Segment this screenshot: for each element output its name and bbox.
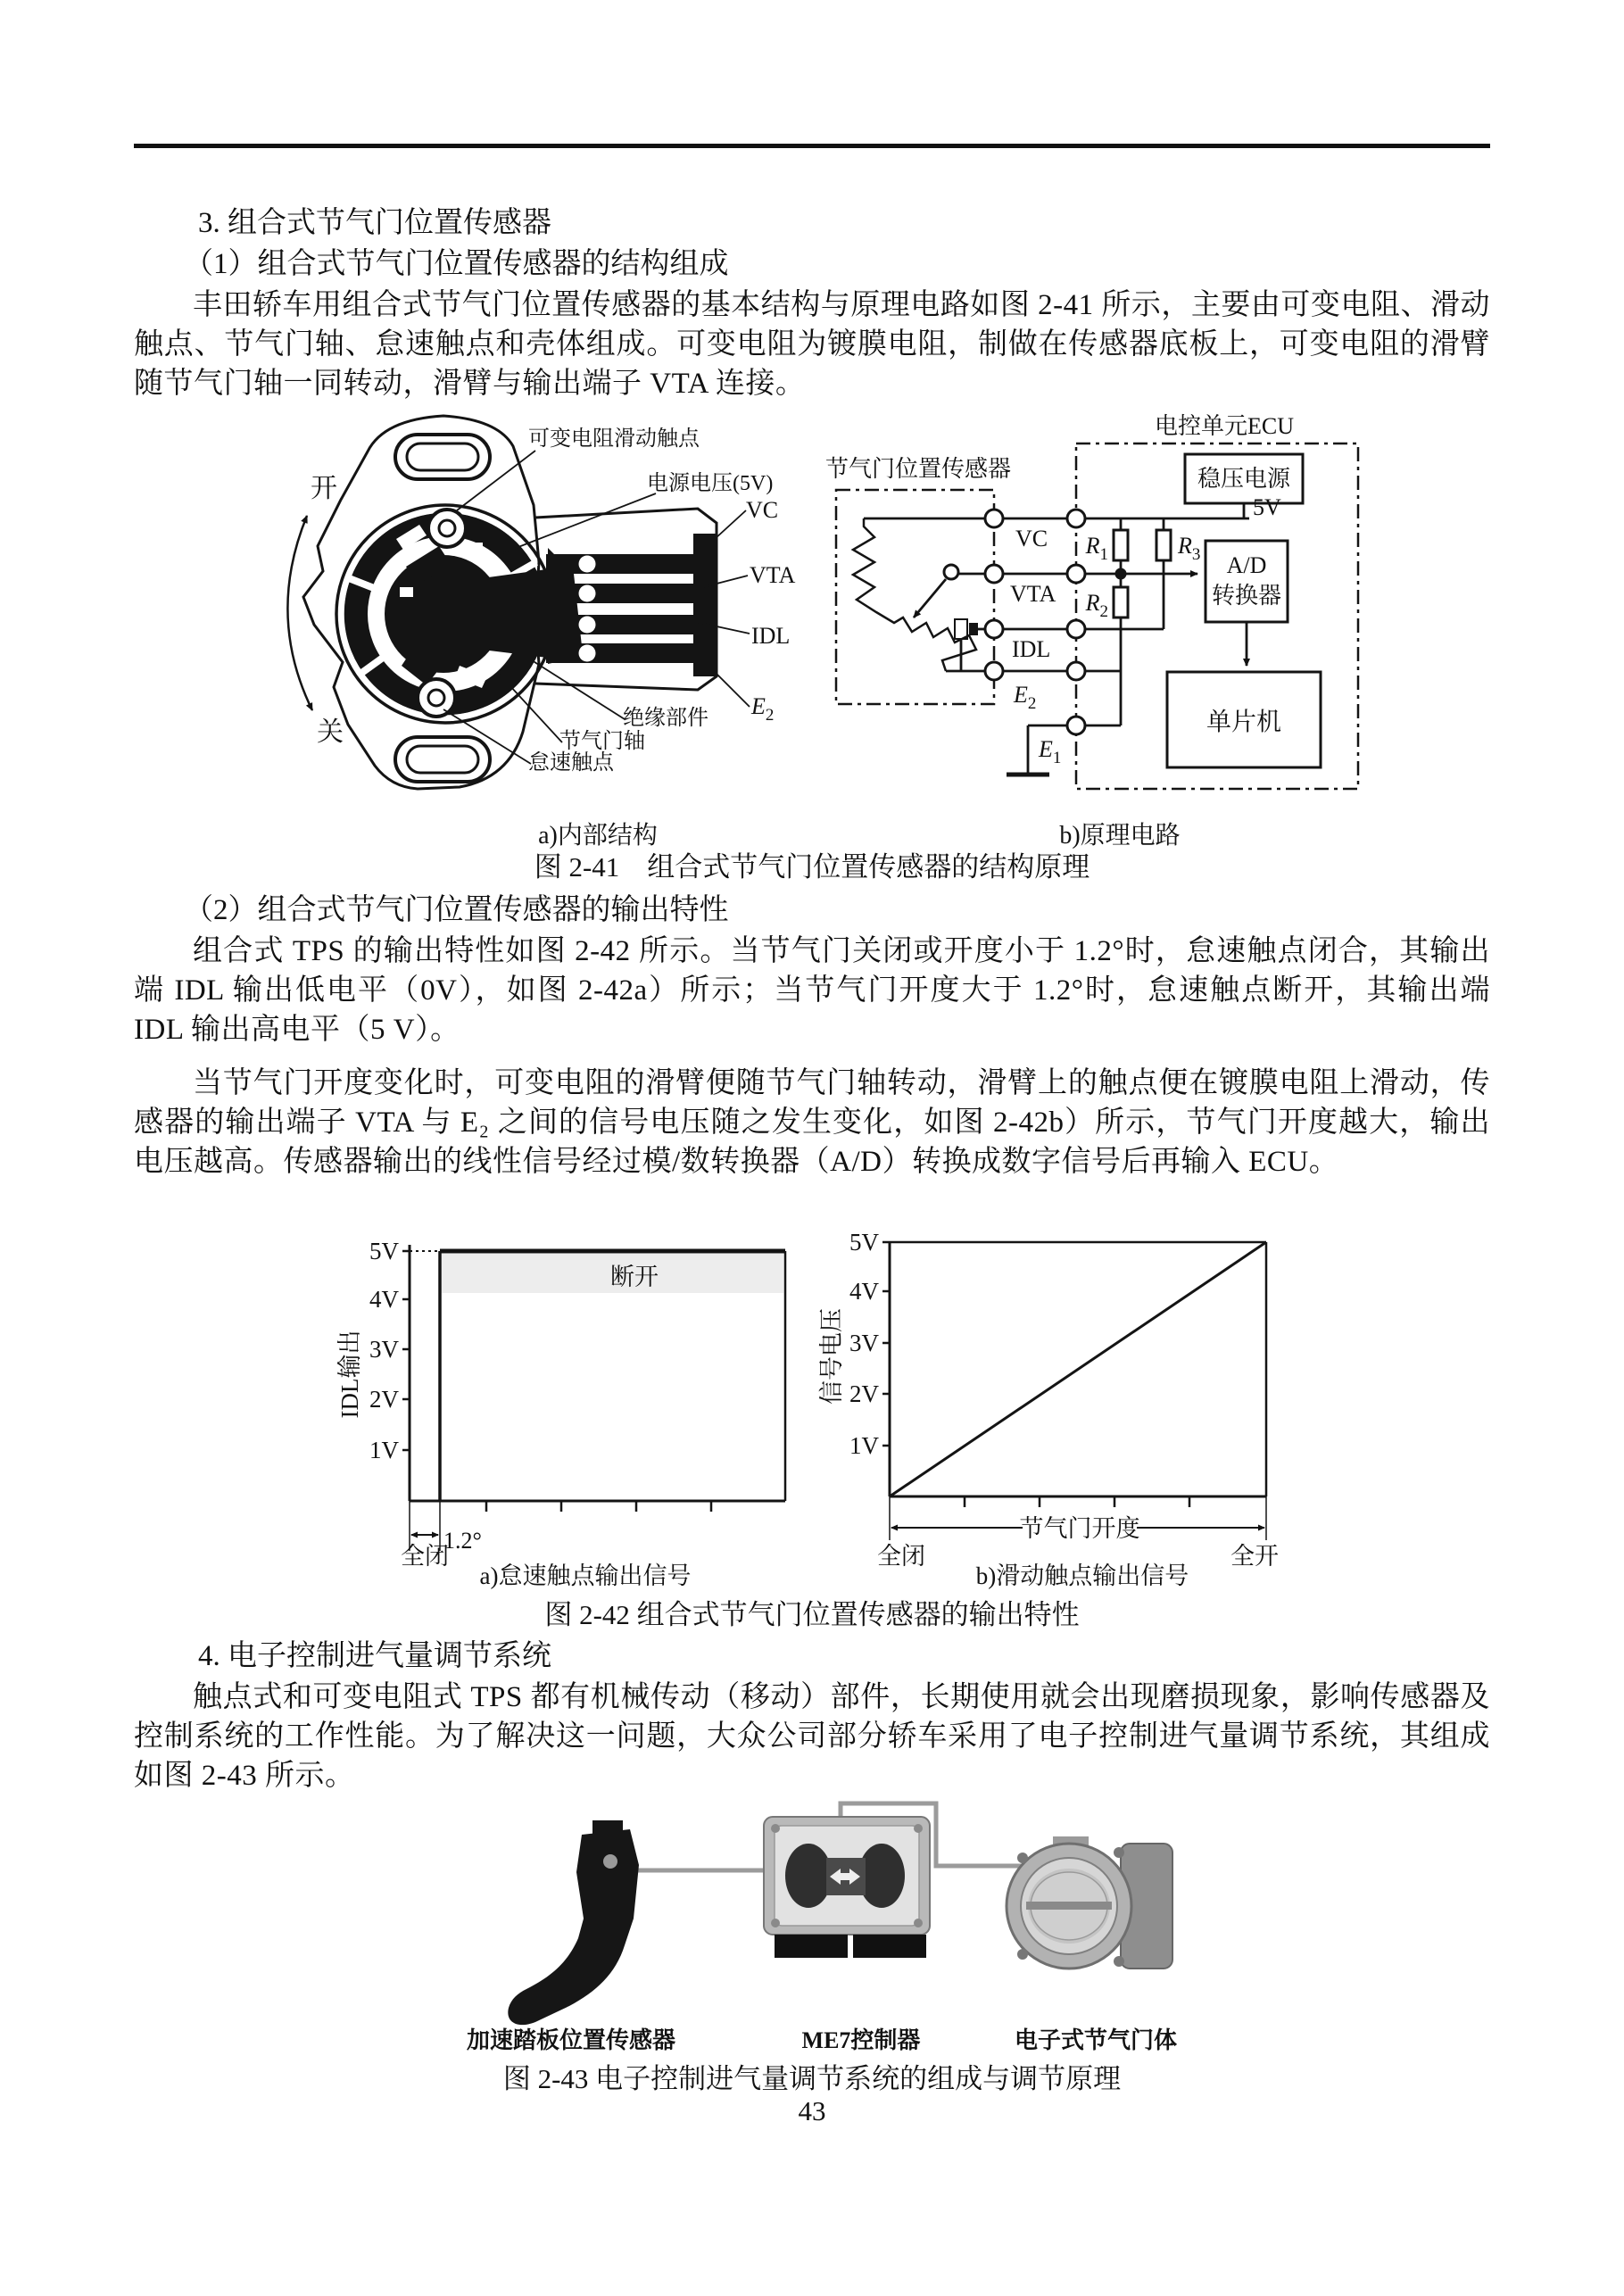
chart-a-threshold: 1.2° <box>443 1528 482 1554</box>
resistor-r1 <box>1114 530 1128 560</box>
chart-b-sliding-contact <box>882 1242 1266 1540</box>
linear-signal-line <box>890 1242 1266 1496</box>
chart-b-ytick-3v: 3V <box>849 1330 879 1356</box>
fig-2-43-labels <box>467 2027 1177 2053</box>
throttle-body-image <box>1007 1836 1172 1969</box>
fig-2-41b-labels <box>825 413 1294 850</box>
label-pedal-sensor: 加速踏板位置传感器 <box>466 2027 676 2053</box>
fig-2-42b-caption: b)滑动触点输出信号 <box>975 1562 1189 1589</box>
label-vc: VC <box>746 497 779 523</box>
chart-a-closed: 全闭 <box>401 1543 449 1570</box>
chart-b-xticks <box>965 1496 1189 1507</box>
mounting-hole-top-inner <box>407 443 478 470</box>
connector-block <box>535 509 717 690</box>
label-throttle-body: 电子式节气门体 <box>1014 2027 1178 2053</box>
chart-a-ytick-4v: 4V <box>369 1286 399 1313</box>
wiper-contact-rivet-center <box>439 520 455 536</box>
label-r1: $R_1$ <box>1085 533 1108 564</box>
label-adc-1: A/D <box>1226 552 1267 578</box>
fig-2-42-caption: 图 2-42 组合式节气门位置传感器的输出特性 <box>544 1599 1080 1630</box>
fig-2-41a-caption: a)内部结构 <box>538 822 658 850</box>
label-wiper-contact: 可变电阻滑动触点 <box>528 427 700 451</box>
label-ecu: 电控单元ECU <box>1154 413 1295 439</box>
throttle-shaft <box>1026 1902 1112 1910</box>
label-circuit-e1: $E_1$ <box>1039 736 1062 767</box>
chart-b-closed: 全闭 <box>877 1543 925 1570</box>
section-3-2-heading: （2）组合式节气门位置传感器的输出特性 <box>184 894 729 926</box>
label-r3: $R_3$ <box>1178 533 1201 564</box>
label-tps-box: 节气门位置传感器 <box>825 456 1012 482</box>
paragraph-4: 触点式和可变电阻式 TPS 都有机械传动（移动）部件，长期使用就会出现磨损现象，影响传感器及控制系统的工作性能。为了解决这一问题，大众公司部分轿车采用了电子控制进气量调节系统，其组成如图 2-43 所示。 <box>134 1681 1490 1792</box>
label-circuit-vta: VTA <box>1010 581 1056 607</box>
label-idle-contact: 怠速触点 <box>528 751 614 775</box>
mounting-hole-bottom-outer <box>395 737 490 782</box>
figure-2-43 <box>134 1785 1490 2057</box>
mounting-hole-bottom-inner <box>407 746 478 773</box>
chart-b-open: 全开 <box>1230 1543 1279 1570</box>
label-circuit-vc: VC <box>1015 526 1048 551</box>
label-r2: $R_2$ <box>1085 590 1108 621</box>
label-idl: IDL <box>751 623 791 649</box>
chart-a-ytick-2v: 2V <box>369 1386 399 1413</box>
fig-2-41-caption: 图 2-41 组合式节气门位置传感器的结构原理 <box>534 851 1090 883</box>
label-mcu: 单片机 <box>1206 709 1282 736</box>
chart-a-ylabel: IDL输出 <box>336 1330 363 1419</box>
chart-b-ytick-4v: 4V <box>849 1278 879 1305</box>
label-throttle-shaft: 节气门轴 <box>559 730 645 753</box>
label-regulator: 稳压电源 <box>1197 466 1291 492</box>
chart-b-ytick-1v: 1V <box>849 1432 879 1459</box>
label-adc-2: 转换器 <box>1211 583 1282 609</box>
label-open: 开 <box>311 474 337 503</box>
chart-b-ytick-5v: 5V <box>849 1229 879 1256</box>
paragraph-3: 当节气门开度变化时，可变电阻的滑臂便随节气门轴转动，滑臂上的触点便在镀膜电阻上滑动，传感器的输出端子 VTA 与 E₂ 之间的信号电压随之发生变化，如图 2-42b）所示，节气门开度越大，输出电压越高。传感器输出的线性信号经过模/数转换器（A/D）转换成数字信号后再输入 ECU。 <box>134 1067 1490 1178</box>
idle-contact-rivet-center <box>428 690 444 706</box>
paragraph-2: 组合式 TPS 的输出特性如图 2-42 所示。当节气门关闭或开度小于 1.2°时，怠速触点闭合，其输出端 IDL 输出低电平（0V），如图 2-42a）所示；当节气门开度大于 1.2°时，怠速触点断开，其输出端 IDL 输出高电平（5 V）。 <box>134 935 1490 1046</box>
chart-a-idle-contact <box>402 1245 785 1551</box>
chart-b-ytick-2v: 2V <box>849 1380 879 1407</box>
label-close: 关 <box>317 717 344 747</box>
label-supply-voltage: 电源电压(5V) <box>647 472 774 495</box>
chart-a-open-annotation: 断开 <box>610 1264 659 1290</box>
label-circuit-idl: IDL <box>1012 636 1051 662</box>
chart-a-ytick-3v: 3V <box>369 1336 399 1363</box>
accelerator-pedal-image <box>508 1820 639 2025</box>
label-5v: 5V <box>1253 494 1281 520</box>
fig-2-41b-caption: b)原理电路 <box>1059 822 1181 850</box>
top-rule <box>134 144 1490 148</box>
figure-2-42 <box>134 1231 1490 1597</box>
chart-a-ytick-5v: 5V <box>369 1238 399 1264</box>
chart-b-xlabel: 节气门开度 <box>1019 1515 1140 1542</box>
section-3-1-heading: （1）组合式节气门位置传感器的结构组成 <box>184 248 729 280</box>
mounting-hole-top-outer <box>395 435 490 479</box>
junction-dot <box>1115 568 1127 580</box>
figure-2-41 <box>134 406 1490 857</box>
chart-b-text <box>818 1229 1279 1589</box>
resistor-r2 <box>1114 587 1128 618</box>
label-me7-controller: ME7控制器 <box>801 2027 921 2053</box>
label-e2: $E_2$ <box>751 693 775 725</box>
fig-2-43-caption: 图 2-43 电子控制进气量调节系统的组成与调节原理 <box>502 2063 1122 2094</box>
chart-a-ytick-1v: 1V <box>369 1437 399 1463</box>
page-number: 43 <box>798 2095 826 2126</box>
pedal-pivot <box>603 1854 617 1869</box>
label-circuit-e2: $E_2$ <box>1014 682 1037 713</box>
chart-a-xticks <box>486 1501 711 1512</box>
chart-b-ylabel: 信号电压 <box>818 1308 845 1405</box>
label-insulator: 绝缘部件 <box>623 707 708 730</box>
section-3-heading: 3. 组合式节气门位置传感器 <box>198 207 551 239</box>
label-vta: VTA <box>750 562 796 588</box>
potentiometer-track <box>853 518 976 671</box>
fig-2-42a-caption: a)怠速触点输出信号 <box>479 1562 692 1589</box>
me7-controller-image <box>764 1817 930 1958</box>
resistor-r3 <box>1156 530 1171 560</box>
paragraph-1: 丰田轿车用组合式节气门位置传感器的基本结构与原理电路如图 2-41 所示，主要由可变电阻、滑动触点、节气门轴、怠速触点和壳体组成。可变电阻为镀膜电阻，制做在传感器底板上，可变电阻的滑臂随节气门轴一同转动，滑臂与输出端子 VTA 连接。 <box>134 289 1490 400</box>
section-4-heading: 4. 电子控制进气量调节系统 <box>198 1640 551 1672</box>
